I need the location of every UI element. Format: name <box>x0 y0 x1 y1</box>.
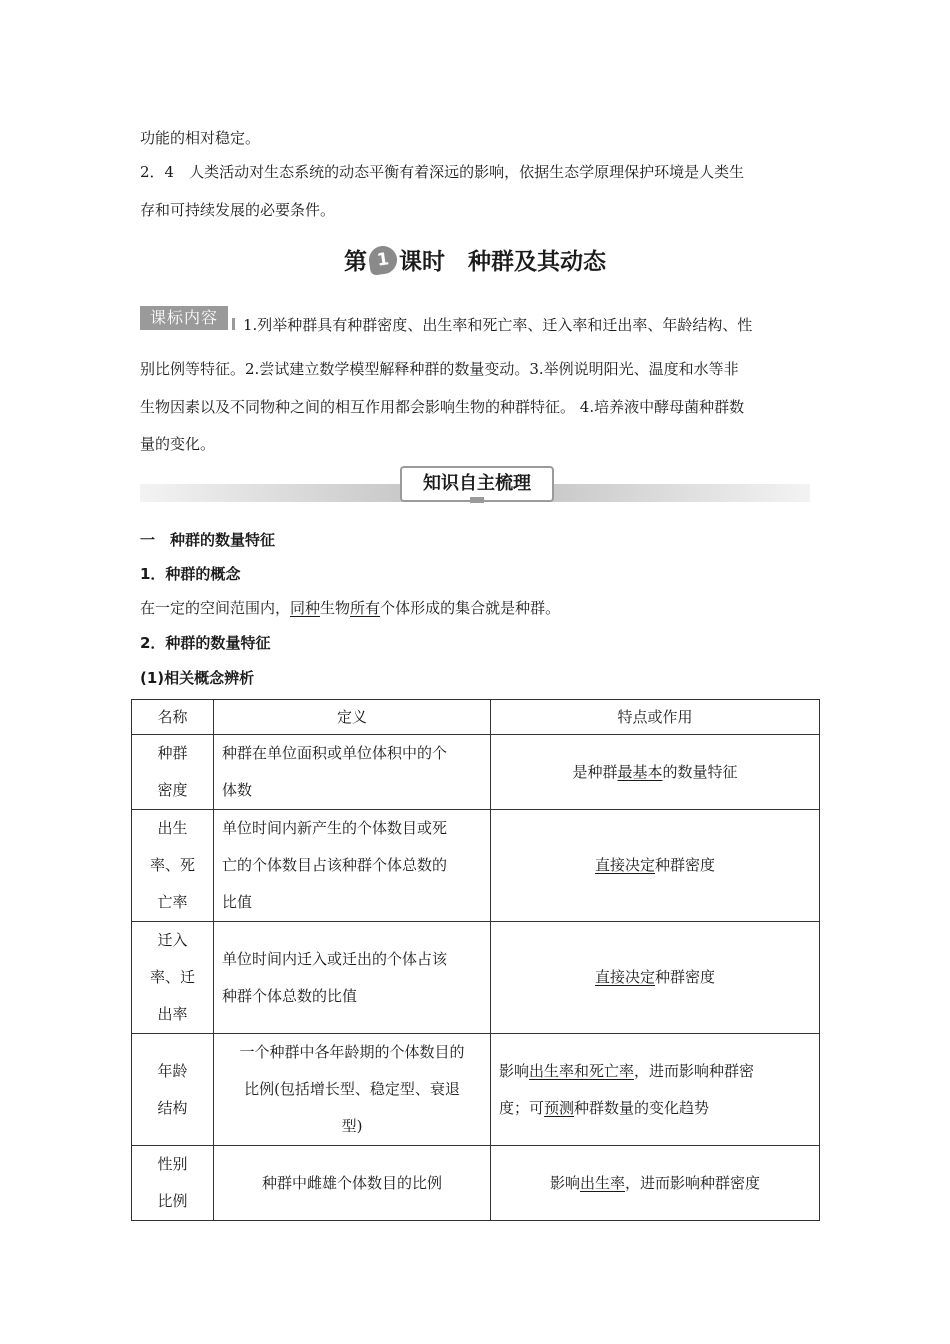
sub-heading-features: 2．种群的数量特征 <box>140 634 271 652</box>
item-number: 2．4 <box>140 163 175 181</box>
table-header-cell: 定义 <box>214 700 491 735</box>
def-text: 在一定的空间范围内， <box>140 599 291 617</box>
standards-line-3: 生物因素以及不同物种之间的相互作用都会影响生物的种群特征。 4.培养液中酵母菌种群数 <box>140 398 745 416</box>
table-row <box>132 922 820 1034</box>
table-cell-name: 年龄 结构 <box>132 1034 214 1146</box>
table-cell-feature: 直接决定种群密度 <box>491 810 820 922</box>
table-cell-name: 出生 率、死 亡率 <box>132 810 214 922</box>
lesson-title <box>0 244 950 280</box>
section-heading: 一 种群的数量特征 <box>140 531 276 549</box>
table-cell-feature: 直接决定种群密度 <box>491 922 820 1034</box>
table-cell-feature: 影响出生率和死亡率，进而影响种群密 度；可预测种群数量的变化趋势 <box>491 1034 820 1146</box>
table-row <box>132 735 820 810</box>
table-cell-definition: 单位时间内迁入或迁出的个体占该 种群个体总数的比值 <box>214 922 491 1034</box>
def-text: 个体形成的集合就是种群。 <box>380 599 561 617</box>
lesson-title-text: 课时 种群及其动态 <box>399 249 606 275</box>
standards-line-4: 量的变化。 <box>140 435 216 453</box>
section-banner: 知识自主梳理 <box>400 466 554 502</box>
sub-heading-analysis: (1)相关概念辨析 <box>140 669 255 687</box>
table-cell-name: 迁入 率、迁 出率 <box>132 922 214 1034</box>
intro-line-2 <box>140 160 810 184</box>
intro-text: 人类活动对生态系统的动态平衡有着深远的影响，依据生态学原理保护环境是人类生 <box>189 163 745 181</box>
concept-table <box>131 699 820 1221</box>
table-cell-feature: 影响出生率，进而影响种群密度 <box>491 1146 820 1221</box>
table-cell-definition: 单位时间内新产生的个体数目或死 亡的个体数目占该种群个体总数的 比值 <box>214 810 491 922</box>
def-underline-same-species: 同种 <box>290 599 321 617</box>
table-cell-name: 种群 密度 <box>132 735 214 810</box>
def-underline-all: 所有 <box>350 599 381 617</box>
table-cell-name: 性别 比例 <box>132 1146 214 1221</box>
table-cell-feature: 是种群最基本的数量特征 <box>491 735 820 810</box>
standards-line-2: 别比例等特征。2.尝试建立数学模型解释种群的数量变动。3.举例说明阳光、温度和水等非 <box>140 360 739 378</box>
table-row <box>132 810 820 922</box>
table-cell-definition: 一个种群中各年龄期的个体数目的 比例(包括增长型、稳定型、衰退 型) <box>214 1034 491 1146</box>
table-cell-definition: 种群中雌雄个体数目的比例 <box>214 1146 491 1221</box>
def-text: 生物 <box>320 599 351 617</box>
table-header-cell: 特点或作用 <box>491 700 820 735</box>
lesson-title-prefix: 第 <box>344 249 367 275</box>
table-header-row <box>132 700 820 735</box>
table-row <box>132 1034 820 1146</box>
standards-line-1: 1.列举种群具有种群密度、出生率和死亡率、迁入率和迁出率、年龄结构、性 <box>243 316 753 334</box>
intro-line-3: 存和可持续发展的必要条件。 <box>140 201 336 219</box>
standards-tag: 课标内容 <box>140 306 228 330</box>
banner-tick <box>470 497 484 503</box>
tag-divider <box>232 318 235 330</box>
table-row <box>132 1146 820 1221</box>
sub-heading-concept: 1．种群的概念 <box>140 565 241 583</box>
population-definition <box>140 596 810 620</box>
lesson-number-badge: 1 <box>367 244 399 276</box>
table-cell-definition: 种群在单位面积或单位体积中的个 体数 <box>214 735 491 810</box>
table-header-cell: 名称 <box>132 700 214 735</box>
intro-line-1: 功能的相对稳定。 <box>140 129 261 147</box>
